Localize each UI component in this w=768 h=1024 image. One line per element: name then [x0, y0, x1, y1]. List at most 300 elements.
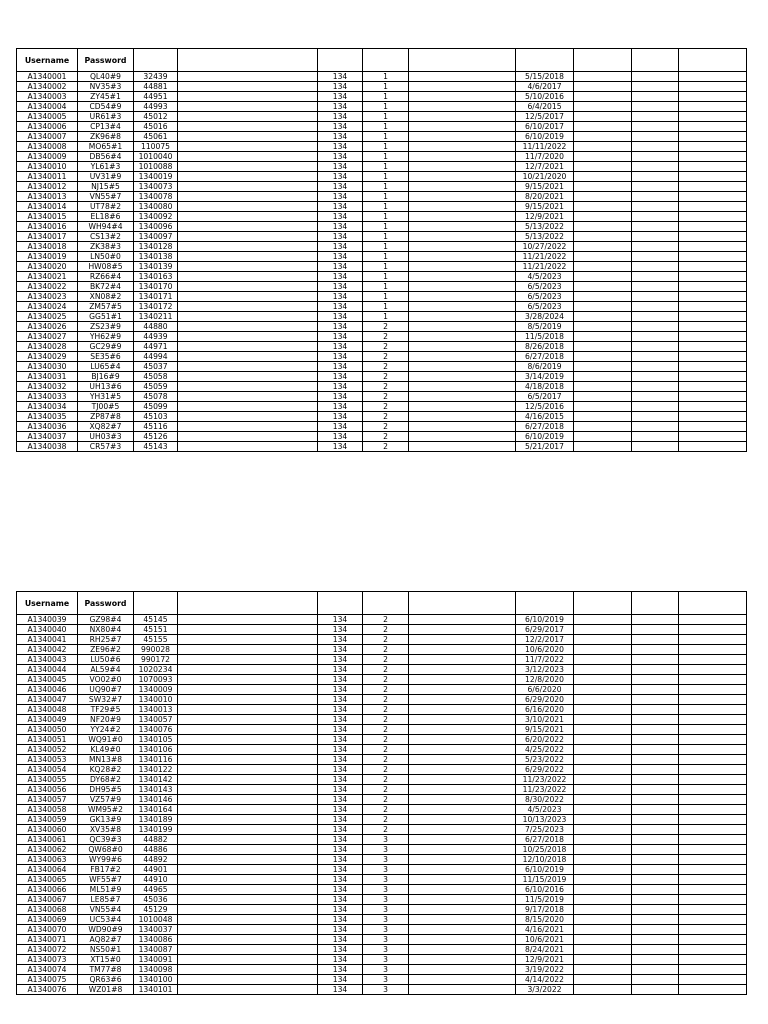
- code-cell: 1340142: [134, 775, 178, 785]
- col-y-cell: [632, 725, 679, 735]
- org-cell: [409, 845, 516, 855]
- org-cell: [409, 895, 516, 905]
- col-b-cell: 2: [363, 655, 409, 665]
- password-cell: UV31#9: [78, 172, 134, 182]
- col-a-cell: 134: [318, 795, 363, 805]
- col-y-cell: [632, 282, 679, 292]
- password-cell: CD54#9: [78, 102, 134, 112]
- col-b-cell: 1: [363, 82, 409, 92]
- username-cell: A1340073: [17, 955, 78, 965]
- col-a-cell: 134: [318, 342, 363, 352]
- name-cell: [178, 122, 318, 132]
- col-a-cell: 134: [318, 372, 363, 382]
- col-z-cell: [679, 272, 747, 282]
- password-cell: WQ91#0: [78, 735, 134, 745]
- col-y-cell: [632, 815, 679, 825]
- col-b-cell: 2: [363, 775, 409, 785]
- col-z-cell: [679, 625, 747, 635]
- table-row: [17, 222, 747, 232]
- code-cell: 1340080: [134, 202, 178, 212]
- org-cell: [409, 102, 516, 112]
- table-row: [17, 755, 747, 765]
- code-cell: 44939: [134, 332, 178, 342]
- col-y-cell: [632, 112, 679, 122]
- name-cell: [178, 615, 318, 625]
- col-y-cell: [632, 132, 679, 142]
- col-z-cell: [679, 102, 747, 112]
- password-cell: XN08#2: [78, 292, 134, 302]
- col-a-cell: 134: [318, 945, 363, 955]
- col-b-cell: 2: [363, 645, 409, 655]
- username-cell: A1340064: [17, 865, 78, 875]
- column-header: [363, 592, 409, 615]
- column-header: [318, 592, 363, 615]
- code-cell: 44881: [134, 82, 178, 92]
- username-cell: A1340061: [17, 835, 78, 845]
- col-b-cell: 1: [363, 132, 409, 142]
- org-cell: [409, 292, 516, 302]
- password-cell: NF20#9: [78, 715, 134, 725]
- col-b-cell: 1: [363, 162, 409, 172]
- table-row: [17, 92, 747, 102]
- col-x-cell: [574, 122, 632, 132]
- col-a-cell: 134: [318, 875, 363, 885]
- col-y-cell: [632, 885, 679, 895]
- date-cell: 12/9/2021: [516, 955, 574, 965]
- col-x-cell: [574, 412, 632, 422]
- password-cell: VN55#4: [78, 905, 134, 915]
- col-b-cell: 3: [363, 985, 409, 995]
- col-x-cell: [574, 182, 632, 192]
- name-cell: [178, 885, 318, 895]
- col-b-cell: 3: [363, 955, 409, 965]
- password-cell: TJ00#5: [78, 402, 134, 412]
- col-a-cell: 134: [318, 262, 363, 272]
- col-y-cell: [632, 675, 679, 685]
- org-cell: [409, 925, 516, 935]
- code-cell: 45155: [134, 635, 178, 645]
- name-cell: [178, 102, 318, 112]
- name-cell: [178, 152, 318, 162]
- name-cell: [178, 302, 318, 312]
- col-x-cell: [574, 352, 632, 362]
- col-y-cell: [632, 625, 679, 635]
- code-cell: 990028: [134, 645, 178, 655]
- column-header: [409, 49, 516, 72]
- code-cell: 44886: [134, 845, 178, 855]
- username-cell: A1340070: [17, 925, 78, 935]
- code-cell: 45078: [134, 392, 178, 402]
- col-b-cell: 3: [363, 915, 409, 925]
- col-x-cell: [574, 232, 632, 242]
- org-cell: [409, 202, 516, 212]
- name-cell: [178, 352, 318, 362]
- username-cell: A1340011: [17, 172, 78, 182]
- col-y-cell: [632, 825, 679, 835]
- table-row: [17, 855, 747, 865]
- col-a-cell: 134: [318, 785, 363, 795]
- column-header: [178, 592, 318, 615]
- table-row: [17, 322, 747, 332]
- password-cell: VN55#7: [78, 192, 134, 202]
- col-x-cell: [574, 715, 632, 725]
- date-cell: 6/5/2017: [516, 392, 574, 402]
- org-cell: [409, 755, 516, 765]
- col-y-cell: [632, 172, 679, 182]
- username-cell: A1340010: [17, 162, 78, 172]
- col-y-cell: [632, 362, 679, 372]
- username-cell: A1340025: [17, 312, 78, 322]
- column-header: [516, 49, 574, 72]
- org-cell: [409, 885, 516, 895]
- org-cell: [409, 122, 516, 132]
- date-cell: 5/23/2022: [516, 755, 574, 765]
- date-cell: 10/21/2020: [516, 172, 574, 182]
- col-b-cell: 2: [363, 795, 409, 805]
- username-cell: A1340044: [17, 665, 78, 675]
- org-cell: [409, 382, 516, 392]
- col-z-cell: [679, 122, 747, 132]
- col-b-cell: 1: [363, 282, 409, 292]
- col-b-cell: 2: [363, 725, 409, 735]
- code-cell: 1340087: [134, 945, 178, 955]
- org-cell: [409, 282, 516, 292]
- col-y-cell: [632, 292, 679, 302]
- date-cell: 6/27/2018: [516, 835, 574, 845]
- code-cell: 45143: [134, 442, 178, 452]
- table-row: [17, 705, 747, 715]
- table-row: [17, 775, 747, 785]
- name-cell: [178, 382, 318, 392]
- username-cell: A1340015: [17, 212, 78, 222]
- org-cell: [409, 422, 516, 432]
- date-cell: 9/15/2021: [516, 182, 574, 192]
- table-row: [17, 825, 747, 835]
- org-cell: [409, 92, 516, 102]
- date-cell: 11/11/2022: [516, 142, 574, 152]
- table-row: [17, 965, 747, 975]
- password-cell: GK13#9: [78, 815, 134, 825]
- date-cell: 10/27/2022: [516, 242, 574, 252]
- username-cell: A1340005: [17, 112, 78, 122]
- username-cell: A1340002: [17, 82, 78, 92]
- table-row: [17, 805, 747, 815]
- col-y-cell: [632, 152, 679, 162]
- col-z-cell: [679, 825, 747, 835]
- org-cell: [409, 675, 516, 685]
- name-cell: [178, 675, 318, 685]
- code-cell: 45151: [134, 625, 178, 635]
- col-y-cell: [632, 162, 679, 172]
- name-cell: [178, 412, 318, 422]
- code-cell: 45103: [134, 412, 178, 422]
- date-cell: 5/15/2018: [516, 72, 574, 82]
- col-y-cell: [632, 262, 679, 272]
- col-y-cell: [632, 635, 679, 645]
- col-x-cell: [574, 112, 632, 122]
- table-row: [17, 212, 747, 222]
- name-cell: [178, 635, 318, 645]
- col-z-cell: [679, 232, 747, 242]
- col-z-cell: [679, 795, 747, 805]
- username-cell: A1340033: [17, 392, 78, 402]
- col-a-cell: 134: [318, 182, 363, 192]
- col-z-cell: [679, 412, 747, 422]
- col-x-cell: [574, 432, 632, 442]
- password-cell: HW08#5: [78, 262, 134, 272]
- code-cell: 45059: [134, 382, 178, 392]
- code-cell: 45126: [134, 432, 178, 442]
- col-y-cell: [632, 302, 679, 312]
- col-a-cell: 134: [318, 715, 363, 725]
- table-row: [17, 945, 747, 955]
- org-cell: [409, 805, 516, 815]
- date-cell: 10/6/2020: [516, 645, 574, 655]
- col-x-cell: [574, 935, 632, 945]
- col-z-cell: [679, 885, 747, 895]
- password-cell: UC53#4: [78, 915, 134, 925]
- org-cell: [409, 855, 516, 865]
- password-cell: ZM57#5: [78, 302, 134, 312]
- table-row: [17, 242, 747, 252]
- name-cell: [178, 805, 318, 815]
- col-z-cell: [679, 402, 747, 412]
- username-cell: A1340001: [17, 72, 78, 82]
- col-z-cell: [679, 655, 747, 665]
- username-cell: A1340052: [17, 745, 78, 755]
- col-b-cell: 2: [363, 442, 409, 452]
- org-cell: [409, 615, 516, 625]
- col-a-cell: 134: [318, 855, 363, 865]
- col-b-cell: 1: [363, 112, 409, 122]
- col-x-cell: [574, 372, 632, 382]
- col-a-cell: 134: [318, 332, 363, 342]
- name-cell: [178, 815, 318, 825]
- col-a-cell: 134: [318, 412, 363, 422]
- col-y-cell: [632, 895, 679, 905]
- org-cell: [409, 785, 516, 795]
- password-cell: WH94#4: [78, 222, 134, 232]
- col-x-cell: [574, 725, 632, 735]
- table-row: [17, 402, 747, 412]
- col-b-cell: 2: [363, 362, 409, 372]
- username-cell: A1340027: [17, 332, 78, 342]
- col-z-cell: [679, 725, 747, 735]
- password-cell: TM77#8: [78, 965, 134, 975]
- name-cell: [178, 865, 318, 875]
- name-cell: [178, 875, 318, 885]
- col-x-cell: [574, 282, 632, 292]
- code-cell: 1340172: [134, 302, 178, 312]
- col-b-cell: 2: [363, 755, 409, 765]
- col-b-cell: 2: [363, 685, 409, 695]
- col-z-cell: [679, 222, 747, 232]
- col-z-cell: [679, 865, 747, 875]
- code-cell: 44880: [134, 322, 178, 332]
- col-a-cell: 134: [318, 142, 363, 152]
- date-cell: 5/21/2017: [516, 442, 574, 452]
- org-cell: [409, 142, 516, 152]
- col-y-cell: [632, 865, 679, 875]
- name-cell: [178, 162, 318, 172]
- col-b-cell: 2: [363, 382, 409, 392]
- col-z-cell: [679, 352, 747, 362]
- col-z-cell: [679, 322, 747, 332]
- code-cell: 1340170: [134, 282, 178, 292]
- password-cell: NS50#1: [78, 945, 134, 955]
- password-cell: VZ57#9: [78, 795, 134, 805]
- code-cell: 1340146: [134, 795, 178, 805]
- col-z-cell: [679, 895, 747, 905]
- col-y-cell: [632, 392, 679, 402]
- code-cell: 1340057: [134, 715, 178, 725]
- col-y-cell: [632, 685, 679, 695]
- org-cell: [409, 945, 516, 955]
- col-b-cell: 2: [363, 352, 409, 362]
- date-cell: 6/27/2018: [516, 352, 574, 362]
- password-cell: ZP87#8: [78, 412, 134, 422]
- org-cell: [409, 132, 516, 142]
- col-y-cell: [632, 665, 679, 675]
- table-row: [17, 112, 747, 122]
- col-z-cell: [679, 202, 747, 212]
- col-z-cell: [679, 132, 747, 142]
- col-y-cell: [632, 352, 679, 362]
- col-a-cell: 134: [318, 422, 363, 432]
- table-row: [17, 82, 747, 92]
- col-z-cell: [679, 815, 747, 825]
- col-x-cell: [574, 685, 632, 695]
- col-x-cell: [574, 875, 632, 885]
- column-header: [409, 592, 516, 615]
- col-z-cell: [679, 442, 747, 452]
- org-cell: [409, 272, 516, 282]
- password-cell: WD90#9: [78, 925, 134, 935]
- org-cell: [409, 212, 516, 222]
- code-cell: 1340013: [134, 705, 178, 715]
- code-cell: 44993: [134, 102, 178, 112]
- col-b-cell: 2: [363, 765, 409, 775]
- name-cell: [178, 945, 318, 955]
- org-cell: [409, 875, 516, 885]
- column-header: [574, 49, 632, 72]
- col-x-cell: [574, 945, 632, 955]
- password-cell: DH95#5: [78, 785, 134, 795]
- table-row: [17, 302, 747, 312]
- col-x-cell: [574, 292, 632, 302]
- col-z-cell: [679, 695, 747, 705]
- password-cell: SE35#6: [78, 352, 134, 362]
- col-x-cell: [574, 735, 632, 745]
- col-a-cell: 134: [318, 102, 363, 112]
- date-cell: 8/6/2019: [516, 362, 574, 372]
- date-cell: 6/10/2017: [516, 122, 574, 132]
- table-row: [17, 172, 747, 182]
- username-cell: A1340072: [17, 945, 78, 955]
- name-cell: [178, 695, 318, 705]
- col-y-cell: [632, 82, 679, 92]
- col-a-cell: 134: [318, 825, 363, 835]
- org-cell: [409, 905, 516, 915]
- column-header: [134, 49, 178, 72]
- table-row: [17, 432, 747, 442]
- date-cell: 10/6/2021: [516, 935, 574, 945]
- col-y-cell: [632, 925, 679, 935]
- col-x-cell: [574, 905, 632, 915]
- username-cell: A1340047: [17, 695, 78, 705]
- col-b-cell: 1: [363, 72, 409, 82]
- col-y-cell: [632, 412, 679, 422]
- col-a-cell: 134: [318, 745, 363, 755]
- col-a-cell: 134: [318, 815, 363, 825]
- date-cell: 4/14/2022: [516, 975, 574, 985]
- org-cell: [409, 152, 516, 162]
- name-cell: [178, 735, 318, 745]
- col-x-cell: [574, 402, 632, 412]
- code-cell: 1340122: [134, 765, 178, 775]
- code-cell: 1340106: [134, 745, 178, 755]
- col-b-cell: 2: [363, 342, 409, 352]
- column-header: [178, 49, 318, 72]
- name-cell: [178, 362, 318, 372]
- org-cell: [409, 685, 516, 695]
- col-b-cell: 3: [363, 975, 409, 985]
- name-cell: [178, 242, 318, 252]
- name-cell: [178, 202, 318, 212]
- col-y-cell: [632, 785, 679, 795]
- username-cell: A1340045: [17, 675, 78, 685]
- table-row: [17, 745, 747, 755]
- col-x-cell: [574, 765, 632, 775]
- col-a-cell: 134: [318, 432, 363, 442]
- username-cell: A1340018: [17, 242, 78, 252]
- username-cell: A1340041: [17, 635, 78, 645]
- col-x-cell: [574, 815, 632, 825]
- name-cell: [178, 935, 318, 945]
- code-cell: 45058: [134, 372, 178, 382]
- col-z-cell: [679, 72, 747, 82]
- col-y-cell: [632, 122, 679, 132]
- col-x-cell: [574, 825, 632, 835]
- col-b-cell: 1: [363, 262, 409, 272]
- date-cell: 12/10/2018: [516, 855, 574, 865]
- col-y-cell: [632, 745, 679, 755]
- col-y-cell: [632, 382, 679, 392]
- code-cell: 1340092: [134, 212, 178, 222]
- col-x-cell: [574, 172, 632, 182]
- org-cell: [409, 362, 516, 372]
- name-cell: [178, 645, 318, 655]
- col-b-cell: 1: [363, 202, 409, 212]
- org-cell: [409, 865, 516, 875]
- table-row: [17, 645, 747, 655]
- col-b-cell: 2: [363, 815, 409, 825]
- user-table-1: [16, 48, 747, 452]
- col-x-cell: [574, 102, 632, 112]
- username-cell: A1340030: [17, 362, 78, 372]
- password-cell: ZS23#9: [78, 322, 134, 332]
- col-a-cell: 134: [318, 222, 363, 232]
- name-cell: [178, 915, 318, 925]
- col-y-cell: [632, 795, 679, 805]
- username-cell: A1340059: [17, 815, 78, 825]
- table-row: [17, 312, 747, 322]
- name-cell: [178, 142, 318, 152]
- username-cell: A1340062: [17, 845, 78, 855]
- name-cell: [178, 725, 318, 735]
- username-cell: A1340075: [17, 975, 78, 985]
- name-cell: [178, 925, 318, 935]
